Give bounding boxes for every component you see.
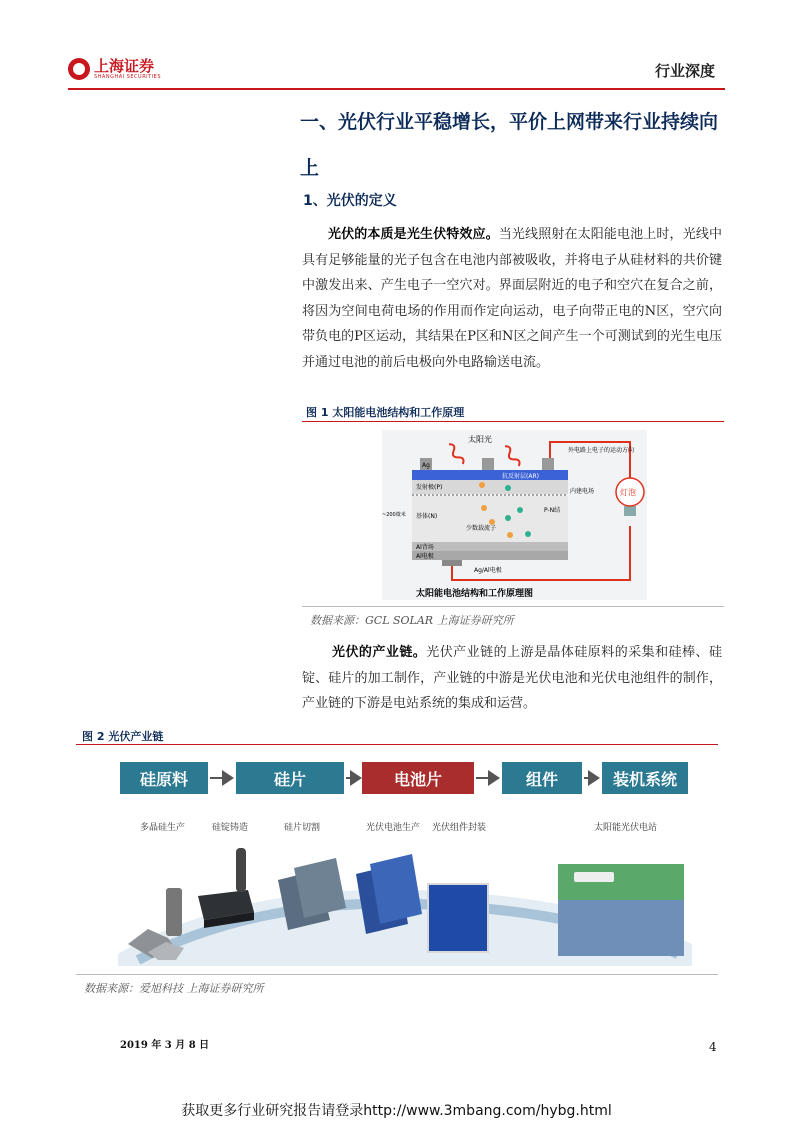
- label-al-back: Al背场: [416, 544, 434, 551]
- header-divider: [68, 88, 725, 90]
- item-polysilicon: 多晶硅生产: [140, 823, 186, 833]
- chain-step-module: 组件: [502, 762, 582, 794]
- figure1-top-rule: [302, 421, 724, 422]
- label-emitter: 发射极(P): [416, 484, 443, 491]
- figure2-source: 数据来源：爱旭科技 上海证券研究所: [84, 982, 264, 995]
- promo-link[interactable]: 获取更多行业研究报告请登录http://www.3mbang.com/hybg.html: [181, 1103, 612, 1119]
- figure1-title: 图 1 太阳能电池结构和工作原理: [306, 406, 465, 419]
- figure2-bottom-rule: [76, 974, 718, 975]
- industry-chain-text: 光伏产业链的上游是晶体硅原料的采集和硅棒、硅锭、硅片的加工制作，产业链的中游是光伏电池和光伏电池组件的制作，产业链的下游是电站系统的集成和运营。: [302, 645, 722, 712]
- section-title: 一、光伏行业平稳增长，平价上网带来行业持续向上: [300, 111, 719, 179]
- chain-step-system: 装机系统: [602, 762, 688, 794]
- chain-arrow-1-icon: [222, 770, 234, 786]
- label-ag: Ag: [422, 462, 430, 469]
- chain-arrow-4-icon: [588, 770, 600, 786]
- subsection-title: 1、光伏的定义: [303, 193, 397, 209]
- chain-arrow-3-icon: [488, 770, 500, 786]
- label-thickness: ~200微米: [382, 512, 406, 518]
- company-logo: [68, 58, 161, 80]
- logo-name: 上海证券: [94, 57, 155, 75]
- figure1-bottom-rule: [302, 606, 724, 607]
- report-date: 2019 年 3 月 8 日: [120, 1040, 210, 1051]
- item-ingot: 硅锭铸造: [212, 823, 249, 833]
- chain-step-cell: 电池片: [362, 762, 474, 794]
- report-type-tag: 行业深度: [654, 62, 715, 80]
- logo-subtitle: SHANGHAI SECURITIES: [94, 74, 162, 80]
- figure1-source: 数据来源：GCL SOLAR 上海证券研究所: [310, 614, 514, 627]
- label-external: 外电路上电子的运动方向: [568, 447, 635, 454]
- industry-chain-lead: 光伏的产业链。: [332, 645, 427, 660]
- label-ar: 抗反射层(AR): [502, 473, 539, 480]
- label-pn: P-N结: [544, 507, 561, 514]
- label-lamp: 灯泡: [620, 488, 636, 497]
- label-field: 内建电场: [570, 488, 595, 495]
- figure2-title: 图 2 光伏产业链: [82, 730, 164, 743]
- label-al-electrode: Al电极: [416, 553, 434, 560]
- label-minority: 少数载流子: [466, 525, 497, 532]
- logo-emblem-icon: [68, 58, 90, 80]
- definition-lead: 光伏的本质是光生伏特效应。: [328, 227, 499, 242]
- industry-chain-illustration: [118, 834, 692, 966]
- item-power-station: 太阳能光伏电站: [594, 823, 658, 833]
- page-number: 4: [709, 1040, 717, 1054]
- label-sunlight: 太阳光: [468, 435, 492, 444]
- definition-paragraph: [302, 222, 722, 376]
- chain-step-raw-silicon: 硅原料: [120, 762, 208, 794]
- item-wafer-cut: 硅片切割: [284, 823, 321, 833]
- chain-arrow-2-icon: [350, 770, 362, 786]
- figure2-top-rule: [76, 744, 718, 745]
- definition-text: 当光线照射在太阳能电池上时，光线中具有足够能量的光子包含在电池内部被吸收，并将电子从硅材料的共价键中激发出来、产生电子一空穴对。界面层附近的电子和空穴在复合之前，将因为空间电荷电场的作用而作定向运动，电子向带正电的N区，空穴向带负电的P区运动，其结果在P区和N区之间产生一个可测试到的光生电压并通过电池的前后电极向外电路输送电流。: [302, 227, 722, 370]
- item-module-packaging: 光伏组件封装: [432, 823, 487, 833]
- label-base: 基体(N): [416, 513, 438, 520]
- industry-chain-paragraph: [302, 640, 722, 717]
- chain-step-wafer: 硅片: [236, 762, 344, 794]
- solar-cell-diagram: [382, 430, 647, 600]
- figure1-caption: 太阳能电池结构和工作原理图: [416, 589, 534, 599]
- label-agal: Ag/Al电极: [474, 567, 502, 574]
- item-cell-production: 光伏电池生产: [366, 823, 421, 833]
